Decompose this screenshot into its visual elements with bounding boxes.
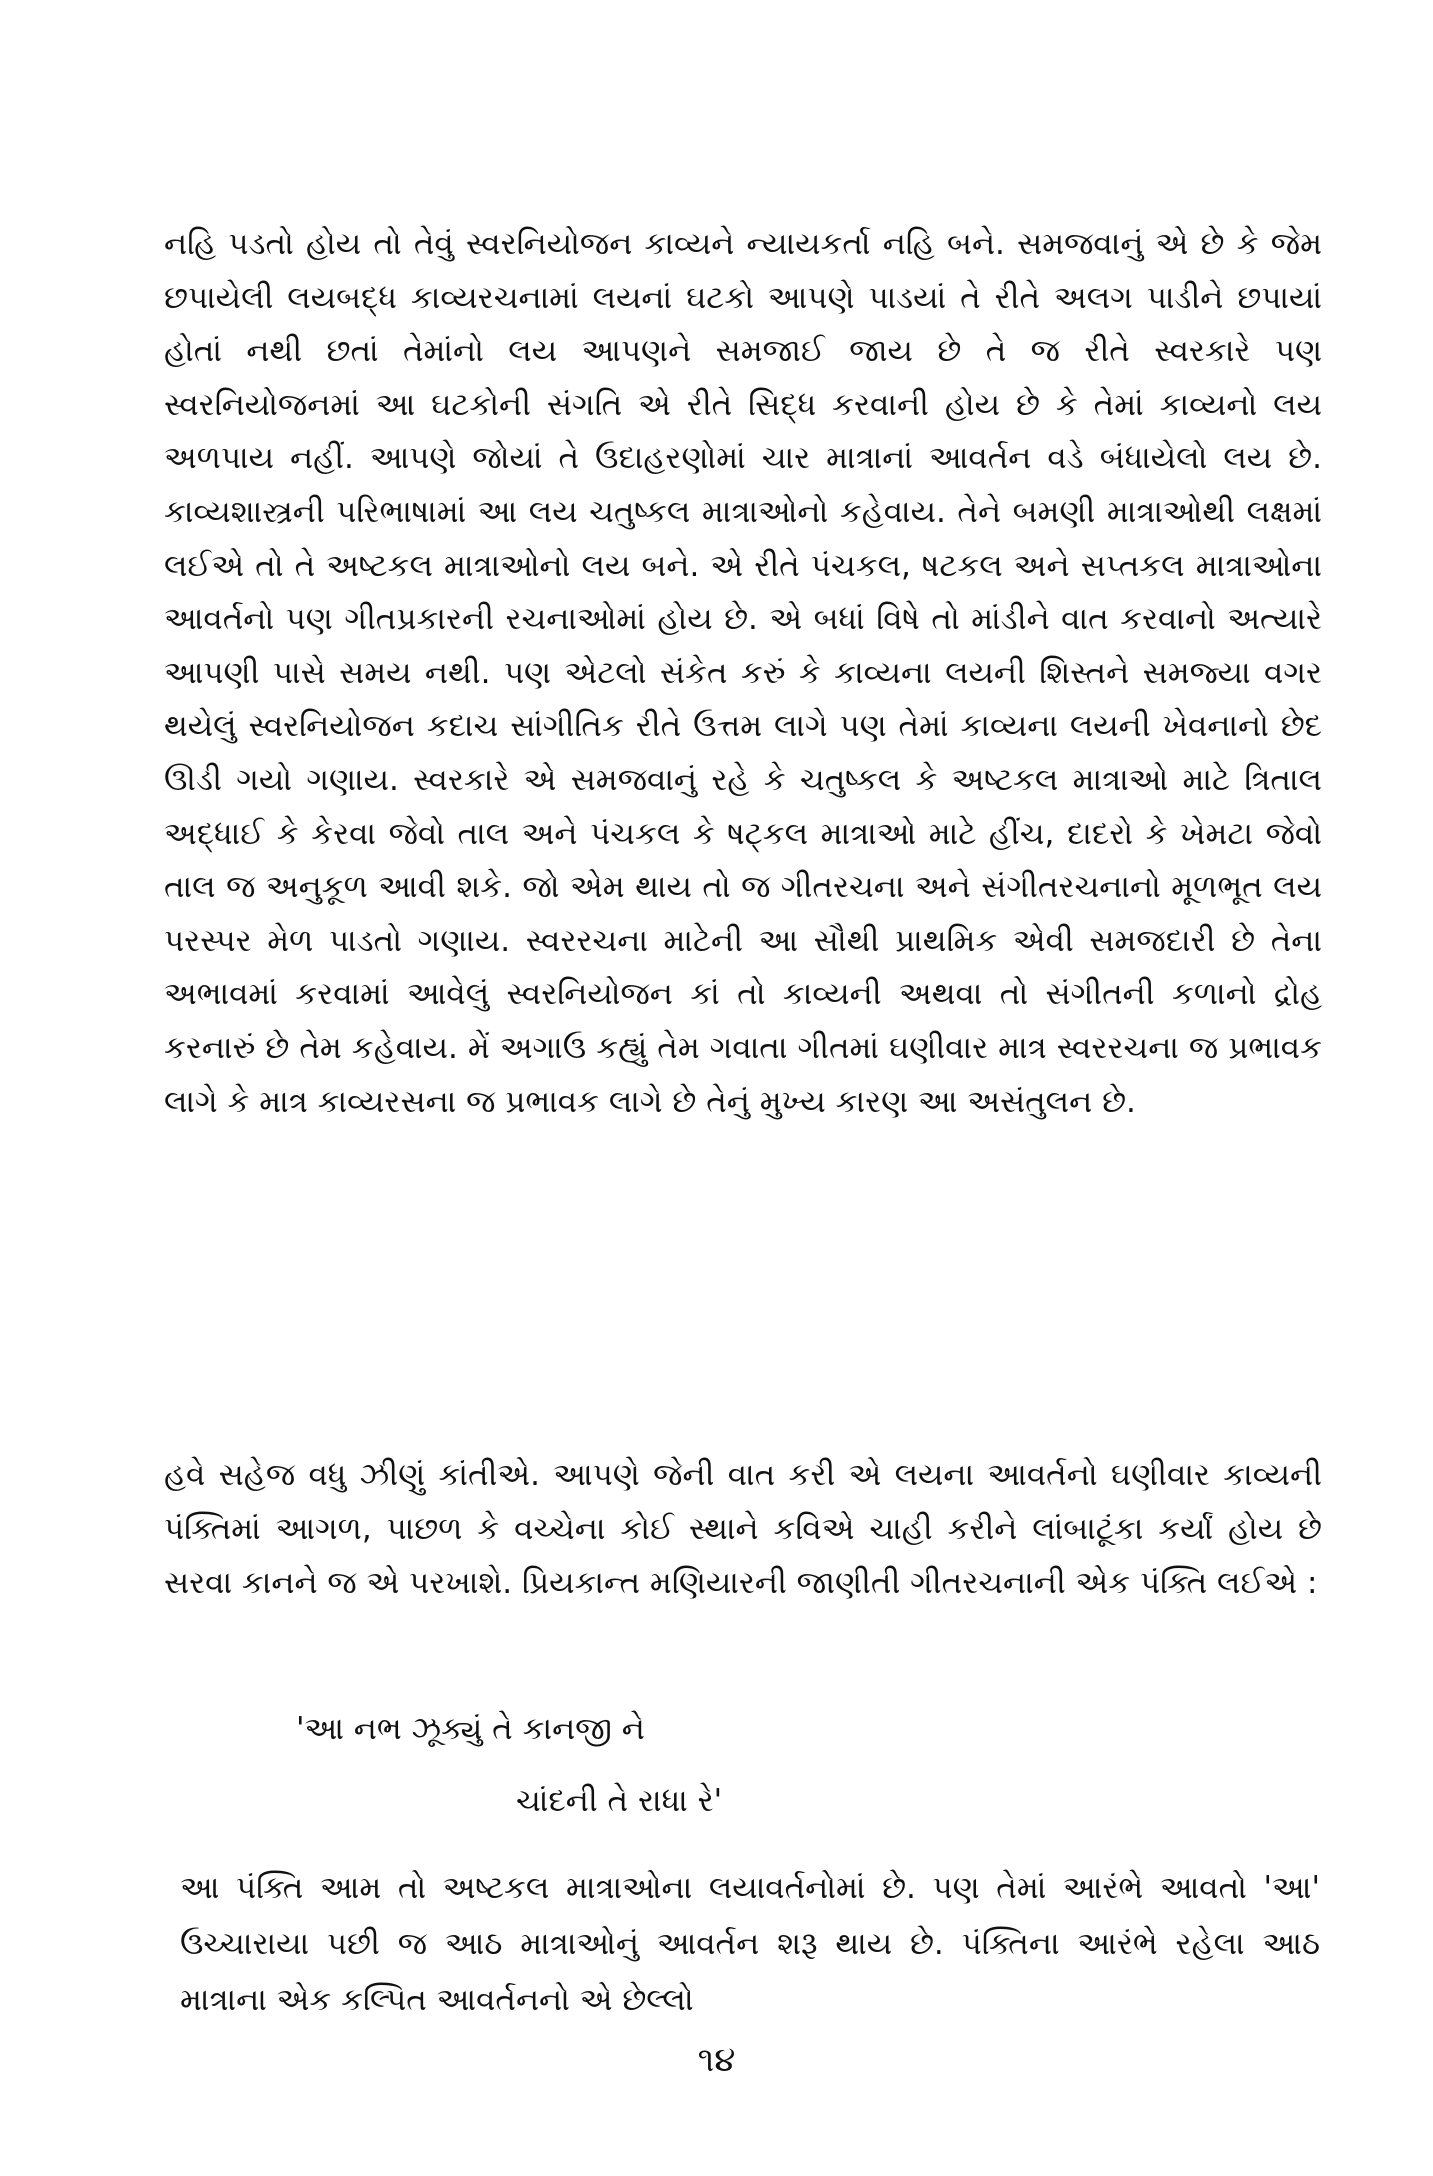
paragraph-3: આ પંક્તિ આમ તો અષ્ટકલ માત્રાઓના લયાવર્તનોમાં છે. પણ તેમાં આરંભે આવતો 'આ' ઉચ્ચારાયા પછી જ આઠ માત્રાઓનું આવર્તન શરૂ થાય છે. પંક્તિના આરંભે રહેલા આઠ માત્રાના એક કલ્પિત આવર્તનનો એ છેલ્લો bbox=[180, 1870, 1320, 2018]
paragraph-2: હવે સહેજ વધુ ઝીણું કાંતીએ. આપણે જેની વાત કરી એ લયના આવર્તનો ઘણીવાર કાવ્યની પંક્તિમાં આગળ, પાછળ કે વચ્ચેના કોઈ સ્થાને કવિએ ચાહી કરીને લાંબાટૂંકા કર્યાં હોય છે સરવા કાનને જ એ પરખાશે. પ્રિયકાન્ત મણિયારની જાણીતી ગીતરચનાની એક પંક્તિ લઈએ : bbox=[164, 1457, 1322, 1601]
verse-line-1: 'આ નભ ઝૂક્યું તે કાનજી ને bbox=[296, 1711, 645, 1747]
page-number: ૧૪ bbox=[697, 2040, 736, 2080]
paragraph-1: નહિ પડતો હોય તો તેવું સ્વરનિયોજન કાવ્યને ન્યાયકર્તા નહિ બને. સમજવાનું એ છે કે જેમ છપાયેલી લયબદ્ધ કાવ્યરચનામાં લયનાં ઘટકો આપણે પાડયાં તે રીતે અલગ પાડીને છપાયાં હોતાં નથી છતાં તેમાંનો લય આપણને સમજાઈ જાય છે તે જ રીતે સ્વરકારે પણ સ્વરનિયોજનમાં આ ઘટકોની સંગતિ એ રીતે સિદ્ધ કરવાની હોય છે કે તેમાં કાવ્યનો લય અળપાય નહીં. આપણે જોયાં તે ઉદાહરણોમાં ચાર માત્રાનાં આવર્તન વડે બંધાયેલો લય છે. કાવ્યશાસ્ત્રની પરિભાષામાં આ લય ચતુષ્કલ માત્રાઓનો કહેવાય. તેને બમણી માત્રાઓથી લક્ષમાં લઈએ તો તે અષ્ટકલ માત્રાઓનો લય બને. એ રીતે પંચકલ, ષટકલ અને સપ્તકલ માત્રાઓના આવર્તનો પણ ગીતપ્રકારની રચનાઓમાં હોય છે. એ બધાં વિષે તો માંડીને વાત કરવાનો અત્યારે આપણી પાસે સમય નથી. પણ એટલો સંકેત કરું કે કાવ્યના લયની શિસ્તને સમજ્યા વગર થયેલું સ્વરનિયોજન કદાચ સાંગીતિક રીતે ઉત્તમ લાગે પણ તેમાં કાવ્યના લયની ખેવનાનો છેદ ઊડી ગયો ગણાય. સ્વરકારે એ સમજવાનું રહે કે ચતુષ્કલ કે અષ્ટકલ માત્રાઓ માટે ત્રિતાલ અદ્ધાઈ કે કેરવા જેવો તાલ અને પંચકલ કે ષટ્કલ માત્રાઓ માટે હીંચ, દાદરો કે ખેમટા જેવો તાલ જ અનુકૂળ આવી શકે. જો એમ થાય તો જ ગીતરચના અને સંગીતરચનાનો મૂળભૂત લય પરસ્પર મેળ પાડતો ગણાય. સ્વરરચના માટેની આ સૌથી પ્રાથમિક એવી સમજદારી છે તેના અભાવમાં કરવામાં આવેલું સ્વરનિયોજન કાં તો કાવ્યની અથવા તો સંગીતની કળાનો દ્રોહ કરનારું છે તેમ કહેવાય. મેં અગાઉ કહ્યું તેમ ગવાતા ગીતમાં ઘણીવાર માત્ર સ્વરરચના જ પ્રભાવક લાગે કે માત્ર કાવ્યરસના જ પ્રભાવક લાગે છે તેનું મુખ્ય કારણ આ અસંતુલન છે. bbox=[164, 226, 1322, 1120]
verse-line-2: ચાંદની તે રાધા રે' bbox=[516, 1783, 723, 1819]
